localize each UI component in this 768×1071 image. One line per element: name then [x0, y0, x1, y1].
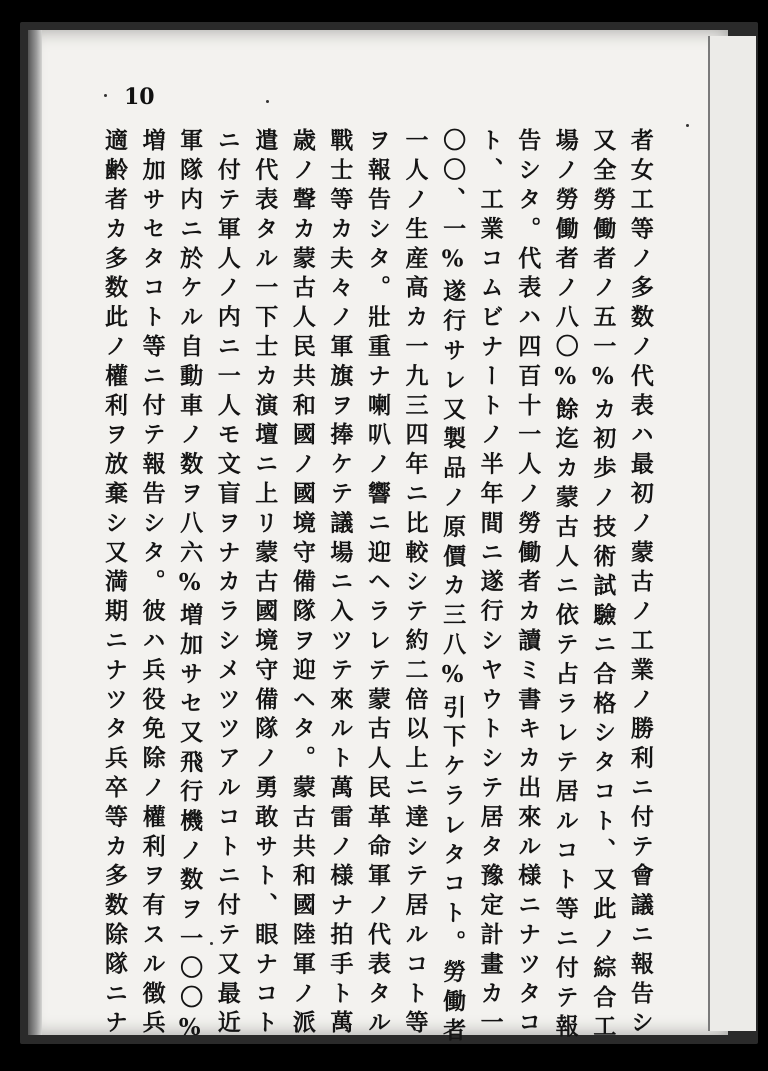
text-column: ヲ報告シタ。壯重ナ喇叭ノ響ニ迎ヘラレテ蒙古人民革命軍ノ代表タル — [363, 128, 391, 1040]
text-column: 遣代表タル一下士カ演壇ニ上リ蒙古國境守備隊ノ勇敢サト、眼ナコト — [251, 128, 279, 1040]
ink-speck — [104, 94, 107, 97]
text-column: ニ付テ軍人ノ内ニ一人モ文盲ヲナカラシメツツアルコトニ付テ又最近 — [213, 128, 241, 1040]
text-column: 戰士等カ夫々ノ軍旗ヲ捧ケテ議場ニ入ツテ來ルト萬雷ノ様ナ拍手ト萬 — [326, 128, 354, 1040]
text-column: 場ノ勞働者ノ八〇%餘迄カ蒙古人ニ依テ占ラレテ居ルコト等ニ付テ報 — [551, 128, 579, 1044]
ink-speck — [266, 100, 269, 103]
text-column: 軍隊内ニ於ケル自動車ノ数ヲ八六%増加サセ又飛行機ノ数ヲ一〇〇% — [176, 128, 204, 1048]
text-column: ト、工業コムビナートノ半年間ニ遂行シヤウトシテ居タ豫定計畫カ一 — [476, 128, 504, 1040]
text-column: 告シタ。代表ハ四百十一人ノ勞働者カ讀ミ書キカ出來ル様ニナツタコ — [514, 128, 542, 1040]
text-column: 増加サセタコト等ニ付テ報告シタ。彼ハ兵役免除ノ權利ヲ有スル徴兵 — [138, 128, 166, 1040]
text-column: 適齢者カ多数此ノ權利ヲ放棄シ又満期ニナツタ兵卒等カ多数除隊ニナ — [101, 128, 128, 1040]
text-column: 者女工等ノ多数ノ代表ハ最初ノ蒙古ノ工業ノ勝利ニ付テ會議ニ報告シ — [626, 128, 654, 1040]
text-column: 〇〇、一%遂行サレ又製品ノ原價カ三八%引下ケラレタコト。勞働者 — [439, 128, 467, 1048]
page-number: 10 — [124, 84, 155, 110]
vertical-text-block — [100, 128, 654, 1048]
book-binding-edge — [28, 30, 42, 1035]
ink-speck — [686, 124, 689, 127]
text-column: 歳ノ聲カ蒙古人民共和國ノ國境守備隊ヲ迎ヘタ。蒙古共和國陸軍ノ派 — [288, 128, 316, 1040]
text-column: 又全勞働者ノ五一%カ初歩ノ技術試驗ニ合格シタコト、又此ノ綜合工 — [589, 128, 617, 1044]
next-page-edge — [708, 36, 756, 1031]
text-column: 一人ノ生産高カ一九三四年ニ比較シテ約二倍以上ニ達シテ居ルコト等 — [401, 128, 429, 1040]
